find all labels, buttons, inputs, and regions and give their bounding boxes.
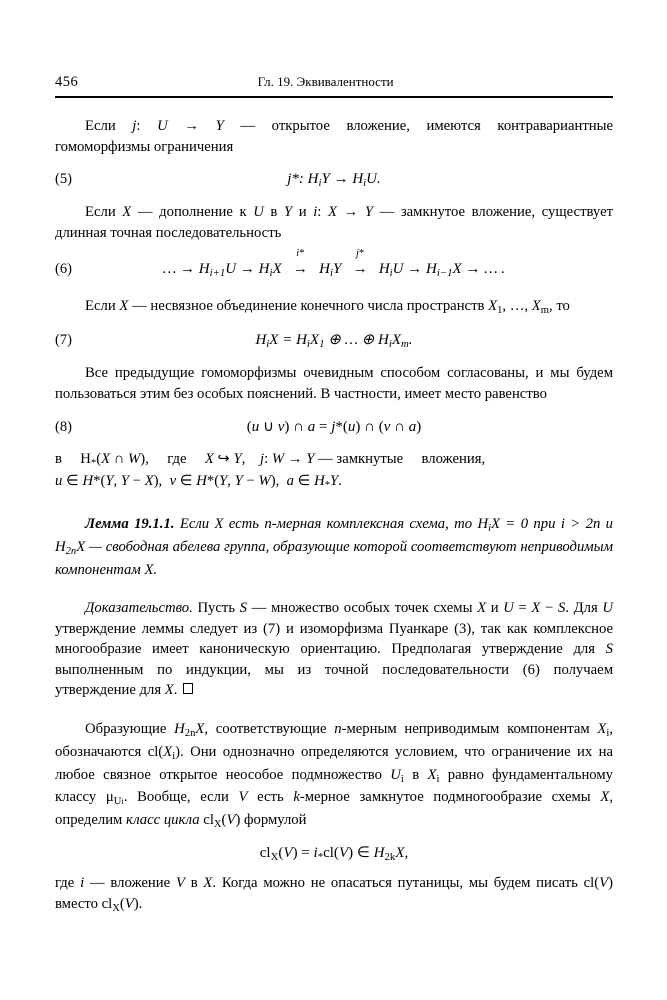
header-rule [55,96,613,98]
lemma-label: Лемма 19.1.1. [85,516,175,533]
equation-8 [55,417,613,438]
paragraph-4: Все предыдущие гомоморфизмы очевидным способом согласованы, и мы будем пользоваться этим без особых пояснений. В частности, имеет место равенство [55,365,613,403]
proof-end-box [183,683,193,694]
paragraph-2: Если X — дополнение к U в Y и i: X → Y — замкнутое вложение, существует длинная точная последовательность [55,204,614,241]
paragraph-1: Если j: U → Y — открытое вложение, имеются контравариантные гомоморфизмы ограничения [55,118,613,155]
lemma-19-1-1 [55,514,613,580]
paragraph-5: в $H_*(X$ ∩ W), где X ↪ Y, j: W → Y — замкнутые вложения, [55,450,486,469]
page-header [55,74,613,91]
equation-7 [55,330,613,352]
equation-6 [55,248,613,281]
paragraph-6: Образующие $H_{2n}X$, соответствующие n-мерным неприводимым компонентам $X_i$, обозначаются $cl(X_i)$. Они однозначно определяются условием, что ограничение их на любое связное открытое неособое подмножество $U_i$ в $X_i$ равно фундаментальному классу $\mu_{Ui}$. Вообще, если V есть k-мерное замкнутое подмногообразие схемы X, определим класс цикла $cl_X(V)$ формулой [55,721,614,831]
running-title: Гл. 19. Эквивалентности [257,74,394,89]
equation-5 [55,169,613,191]
equation-9 [55,843,613,865]
equation-7-body: $H_iX = H_iX_1$ ⊕ … ⊕ $H_iX_m$. [255,332,413,351]
paragraph-3: Если X — несвязное объединение конечного числа пространств $X_1$, …, $X_m$, то [85,297,570,316]
proof-paragraph [55,598,613,701]
page-number: 456 [55,74,79,90]
proof-label: Доказательство. [85,600,193,617]
paragraph-5b: u ∈ H*(Y, Y − X), v ∈ H*(Y, Y − W), a ∈ $H_*Y$. [55,473,342,492]
equation-5-body: j*: $H_iY \to H_iU$. [287,171,381,190]
equation-8-body: (u ∪ v) ∩ a = j*(u) ∩ (v ∩ a) [246,418,422,435]
paragraph-7: где i — вложение V в X. Когда можно не опасаться путаницы, мы будем писать cl(V) вместо $cl_X(V)$. [55,874,613,914]
proof-text: Пусть S — множество особых точек схемы X и U = X − S. Для U утверждение леммы следует из (7) и изоморфизма Пуанкаре (3), так как комплексное многообразие имеет каноническую ориентацию. Предполагая утверждение для S выполненным по индукции, мы из точной последовательности (6) получаем утверждение для X. [55,600,613,699]
equation-8-number: (8) [55,418,72,435]
lemma-statement: Если X есть n-мерная комплексная схема, то $H_iX = 0$ при i > 2n и $H_{2n}X$ — свободная абелева группа, образующие которой соответствуют неприводимым компонентам X. [55,516,614,578]
equation-6-body: … → $H_{i+1}U \to H_iX$ i* → $H_iY$ j* → $H_iU \to H_{i-1}X$ → … . [162,248,506,280]
arrow-label-j-star: j* → [352,248,368,278]
equation-7-number: (7) [55,332,72,349]
equation-9-body: $cl_X(V) = i_*cl(V)$ ∈ $H_{2k}X$, [259,844,409,863]
equation-6-number: (6) [55,261,72,278]
equation-5-number: (5) [55,171,72,188]
arrow-label-i-star: i* → [292,248,308,278]
page-body [55,116,613,916]
